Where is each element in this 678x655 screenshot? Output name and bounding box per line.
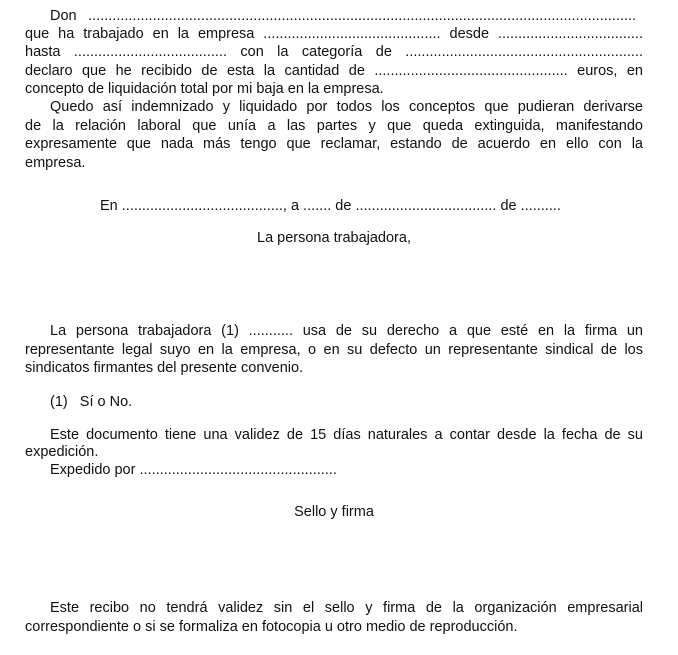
paragraph-2-line: de la relación laboral que unía a las partes y que queda extinguida, manifestando — [25, 118, 643, 134]
paragraph-4-line: expedición. — [25, 444, 99, 460]
worker-signature-label: La persona trabajadora, — [257, 230, 411, 246]
name-line: Don ........................................................................................................................................ — [50, 8, 636, 24]
footnote: (1) Sí o No. — [50, 394, 133, 410]
paragraph-5-line: Este recibo no tendrá validez sin el sello y firma de la organización empresarial — [50, 600, 643, 616]
date-line: En ........................................, a ....... de ................................... de .......... — [100, 198, 561, 214]
company-line: que ha trabajado en la empresa ............................................ desde .................................... — [25, 26, 643, 42]
paragraph-2-line: expresamente que nada más tengo que reclamar, estando de acuerdo en ello con la — [25, 136, 643, 152]
paragraph-2-line: empresa. — [25, 155, 86, 171]
paragraph-3-line: representante legal suyo en la empresa, o en su defecto un representante sindical de los — [25, 342, 643, 358]
paragraph-4-line: Este documento tiene una validez de 15 días naturales a contar desde la fecha de su — [50, 427, 643, 443]
category-line: hasta ...................................... con la categoría de ........................................................... — [25, 44, 643, 60]
issued-by-line: Expedido por ................................................. — [50, 462, 337, 478]
amount-line: declaro que he recibido de esta la cantidad de ................................................ euros, en — [25, 63, 643, 79]
paragraph-3-line: sindicatos firmantes del presente convenio. — [25, 360, 304, 376]
seal-label: Sello y firma — [294, 504, 374, 520]
paragraph-2-line: Quedo así indemnizado y liquidado por todos los conceptos que pudieran derivarse — [50, 99, 643, 115]
paragraph-5-line: correspondiente o si se formaliza en fotocopia u otro medio de reproducción. — [25, 619, 518, 635]
concept-line: concepto de liquidación total por mi baja en la empresa. — [25, 81, 384, 97]
paragraph-3-line: La persona trabajadora (1) ........... usa de su derecho a que esté en la firma un — [50, 323, 643, 339]
